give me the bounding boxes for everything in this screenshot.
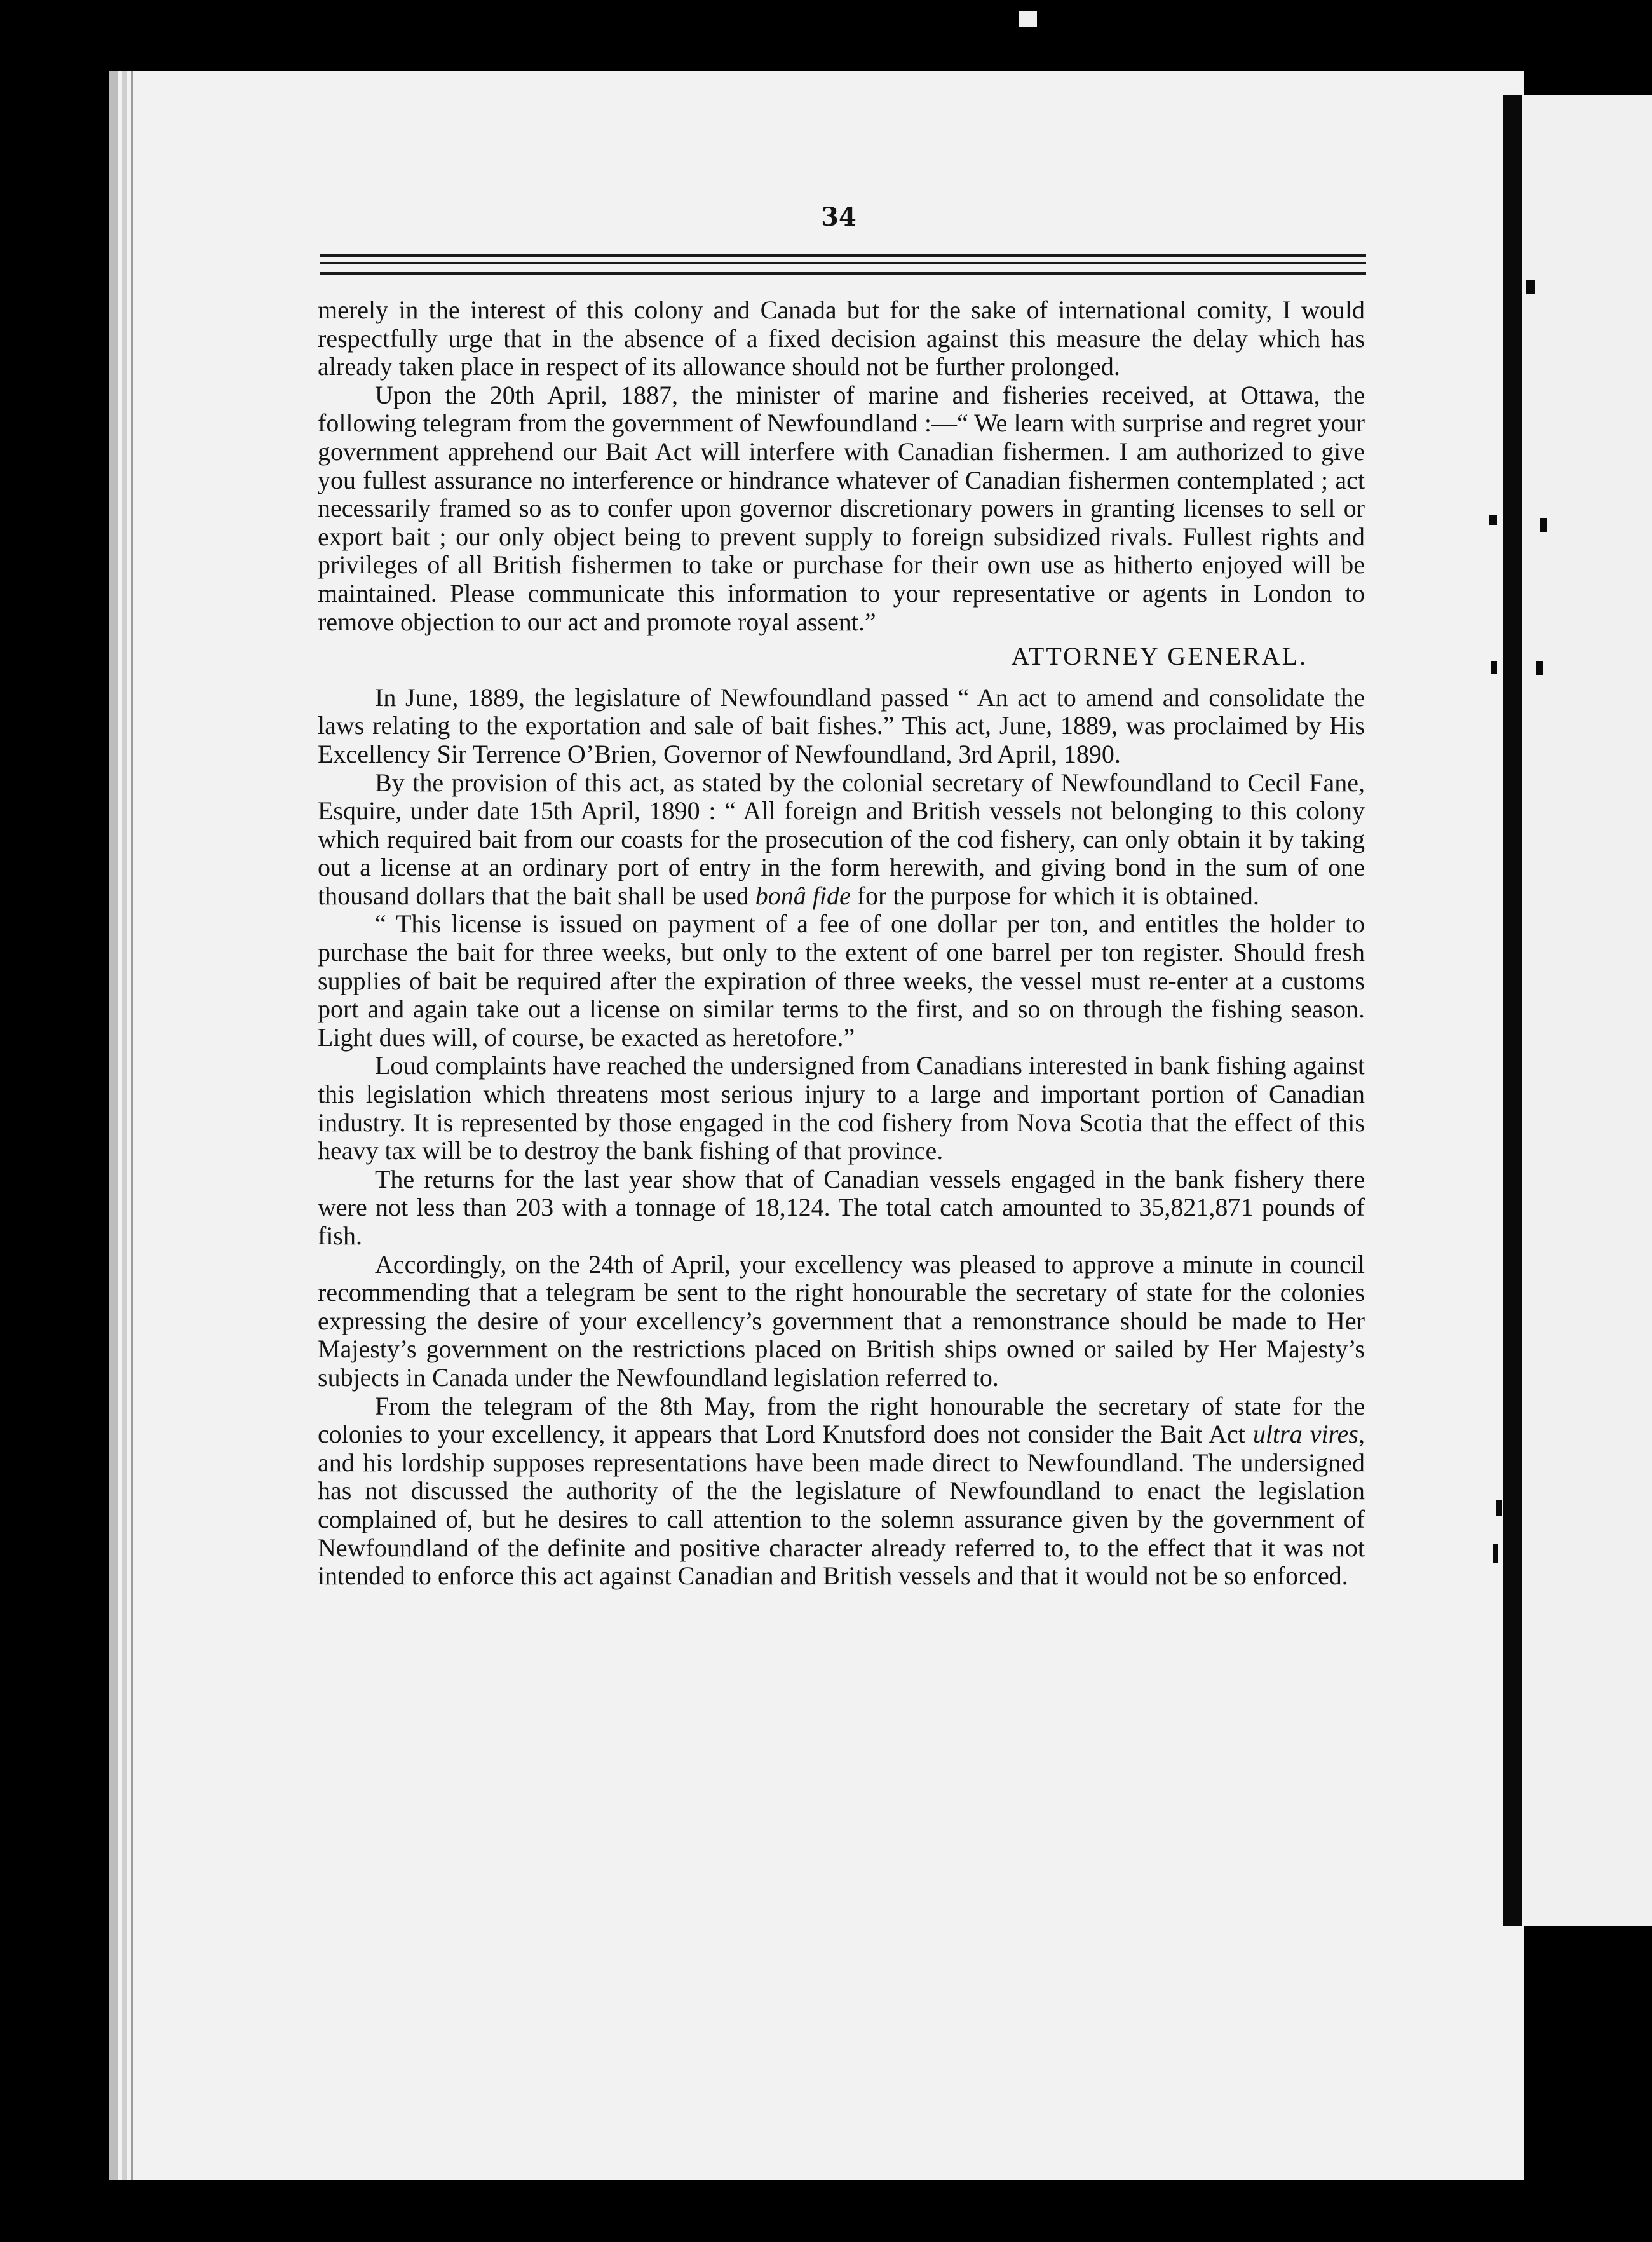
header-rule (320, 254, 1366, 257)
body-text (318, 296, 1365, 1591)
italic-phrase: bonâ fide (755, 881, 851, 910)
binding-gutter (1503, 95, 1522, 1926)
paragraph: In June, 1889, the legislature of Newfoundland passed “ An act to amend and consolidate the laws relating to the exportation and sale of bait fishes.” This act, June, 1889, was proclaimed by His Excellency Sir Terrence O’Brien, Governor of Newfoundland, 3rd April, 1890. (318, 683, 1365, 768)
signature-line: ATTORNEY GENERAL. (1011, 642, 1308, 671)
scan-speck (1496, 1500, 1502, 1516)
page-number: 34 (821, 202, 856, 232)
paragraph-text: By the provision of this act, as stated by the colonial secretary of Newfoundland to Cecil Fane, Esquire, under date 15th April, 1890 : “ All foreign and British vessels not belonging to this colony which required bait from our coasts for the prosecution of the cod fishery, can only obtain it by taking out a license at an ordinary port of entry in the form herewith, and giving bond in the sum of one thousand dollars that the bait shall be used (318, 768, 1365, 910)
page-edge (131, 71, 133, 2180)
paragraph: “ This license is issued on payment of a fee of one dollar per ton, and entitles the holder to purchase the bait for three weeks, but only to the extent of one barrel per ton register. Should fresh supplies of bait be required after the expiration of three weeks, the vessel must re-enter at a customs port and again take out a license on similar terms to the first, and so on through the fishing season. Light dues will, of course, be exacted as heretofore.” (318, 909, 1365, 1052)
paragraph-text: , and his lordship supposes representations have been made direct to Newfoundland. The undersigned has not discussed the authority of the the legislature of Newfoundland to enact the legislation complained of, but he desires to call attention to the solemn assurance given by the government of Newfoundland of the definite and positive character already referred to, to the effect that it was not intended to enforce this act against Canadian and British vessels and that it would not be so enforced. (318, 1420, 1365, 1591)
paragraph (318, 1392, 1365, 1591)
adjacent-page-edge (1524, 95, 1652, 1926)
scan-speck (1491, 661, 1497, 674)
paragraph: Accordingly, on the 24th of April, your excellency was pleased to approve a minute in council recommending that a telegram be sent to the right honourable the secretary of state for the colonies expressing the desire of your excellency’s government that a remonstrance should be made to Her Majesty’s government on the restrictions placed on British ships owned or sailed by Her Majesty’s subjects in Canada under the Newfoundland legislation referred to. (318, 1249, 1365, 1392)
paragraph: Loud complaints have reached the undersigned from Canadians interested in bank fishing against this legislation which threatens most serious injury to a large and important portion of Canadian industry. It is represented by those engaged in the cod fishery from Nova Scotia that the effect of this heavy tax will be to destroy the bank fishing of that province. (318, 1051, 1365, 1165)
paragraph: Upon the 20th April, 1887, the minister of marine and fisheries received, at Ottawa, the following telegram from the government of Newfoundland :—“ We learn with surprise and regret your government apprehend our Bait Act will interfere with Canadian fishermen. I am authorized to give you fullest assurance no interference or hindrance whatever of Canadian fishermen contemplated ; act necessarily framed so as to confer upon governor discretionary powers in granting licenses to sell or export bait ; our only object being to prevent supply to foreign subsidized rivals. Fullest rights and privileges of all British fishermen to take or purchase for their own use as hitherto enjoyed will be maintained. Please communicate this information to your representative or agents in London to remove objection to our act and promote royal assent.” (318, 380, 1365, 636)
page-edge (122, 71, 127, 2180)
scan-speck (1489, 515, 1497, 525)
paragraph-text: From the telegram of the 8th May, from the right honourable the secretary of state for the colonies to your excellency, it appears that Lord Knutsford does not consider the Bait Act (318, 1391, 1365, 1449)
scan-speck (1540, 518, 1547, 532)
scan-speck (1493, 1544, 1498, 1563)
italic-phrase: ultra vires (1252, 1420, 1358, 1449)
paragraph: The returns for the last year show that of Canadian vessels engaged in the bank fishery there were not less than 203 with a tonnage of 18,124. The total catch amounted to 35,821,871 pounds of fish. (318, 1164, 1365, 1250)
scan-speck (1526, 280, 1535, 294)
scan-speck (1019, 11, 1037, 27)
header-rule (320, 272, 1366, 275)
paragraph: merely in the interest of this colony and Canada but for the sake of international comity, I would respectfully urge that in the absence of a fixed decision against this measure the delay which has already taken place in respect of its allowance should not be further prolonged. (318, 296, 1365, 381)
scan-speck (1536, 661, 1543, 675)
header-rule (320, 262, 1366, 264)
paragraph-text: for the purpose for which it is obtained. (850, 881, 1259, 910)
page-edge (109, 71, 118, 2180)
paragraph (318, 769, 1365, 911)
